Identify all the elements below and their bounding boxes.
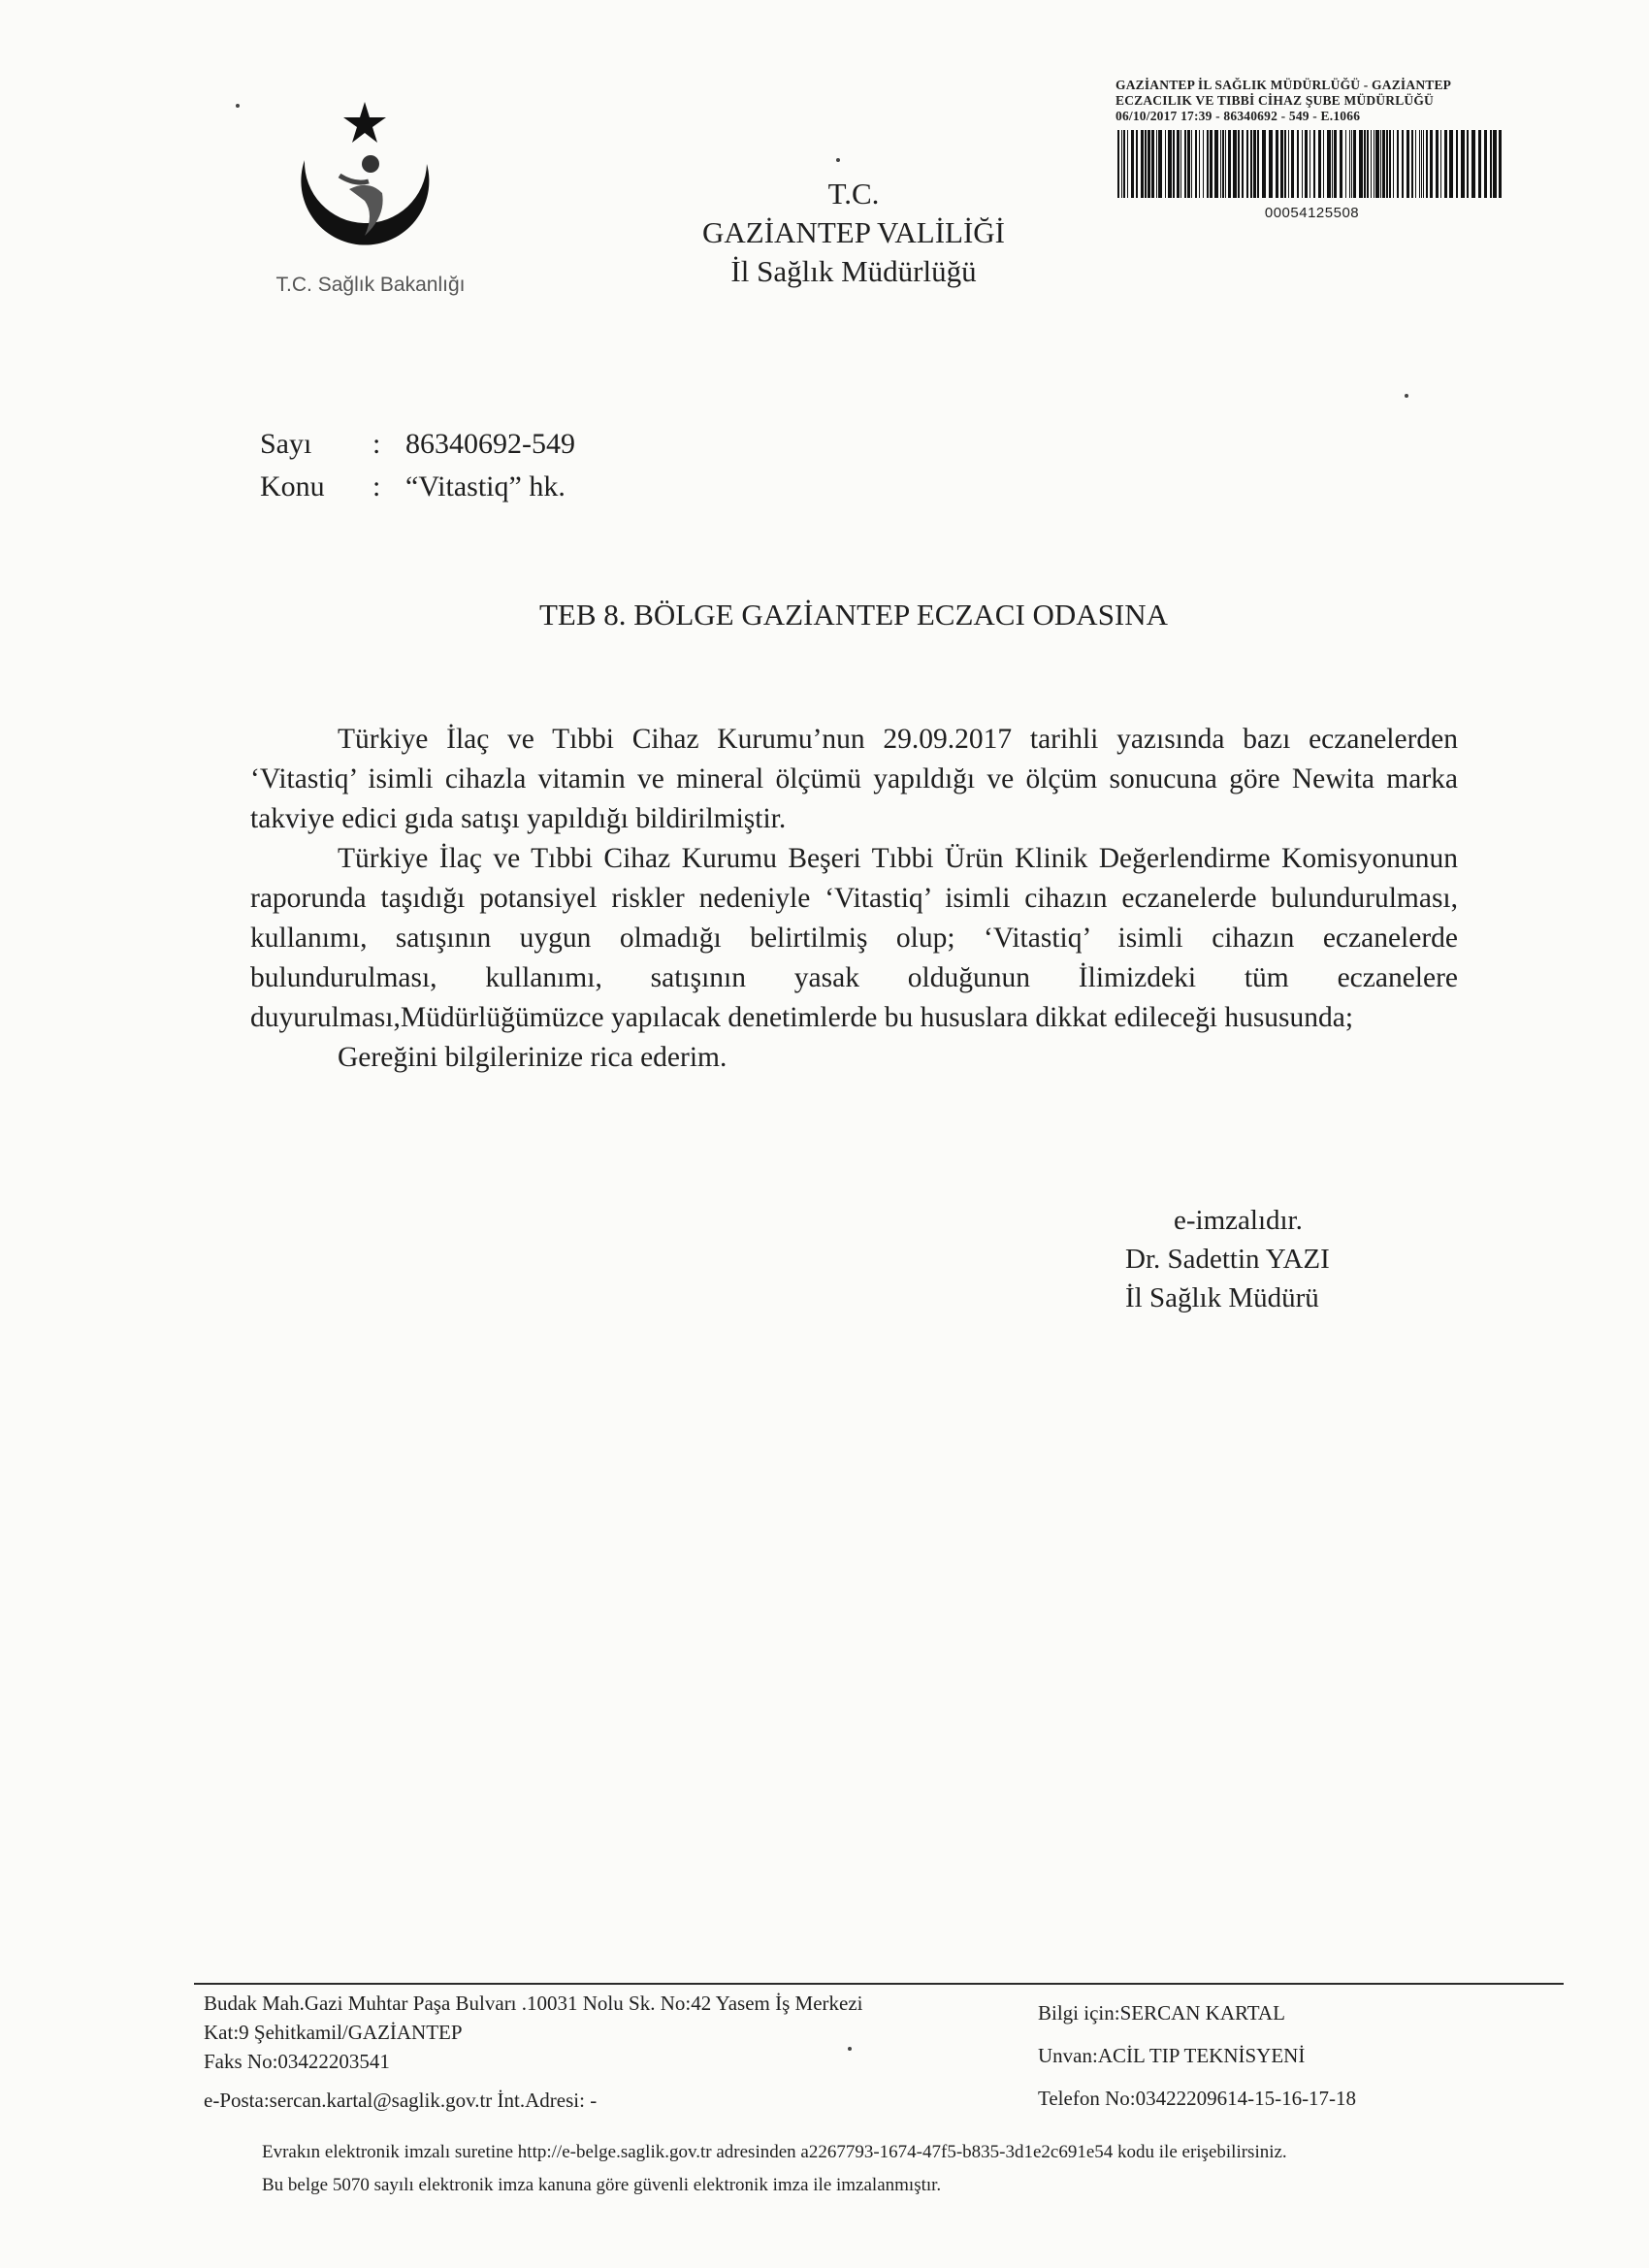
scan-speck (848, 2047, 852, 2051)
barcode-bar (1199, 130, 1200, 198)
meta-sayi-row (260, 423, 575, 466)
barcode-bar (1269, 130, 1273, 198)
barcode-bar (1423, 130, 1424, 198)
barcode-bar (1461, 130, 1465, 198)
barcode-bar (1449, 130, 1453, 198)
barcode-bar (1284, 130, 1286, 198)
barcode-bar (1297, 130, 1299, 198)
barcode-bar (1156, 130, 1157, 198)
barcode-bar (1203, 130, 1204, 198)
barcode-bar (1444, 130, 1447, 198)
barcode-bar (1332, 130, 1333, 198)
barcode-bar (1210, 130, 1212, 198)
barcode-bar (1411, 130, 1413, 198)
barcode-bar (1302, 130, 1303, 198)
barcode-bar (1415, 130, 1416, 198)
barcode-bar (1184, 130, 1186, 198)
signature-name: Dr. Sadettin YAZI (1125, 1244, 1330, 1275)
barcode-bar (1242, 130, 1244, 198)
footer-esignature-note: Bu belge 5070 sayılı elektronik imza kanuna göre güvenli elektronik imza ile imzalanmıştır. (262, 2175, 942, 2195)
barcode-bar (1367, 130, 1369, 198)
footer-email: e-Posta:sercan.kartal@saglik.gov.tr İnt.Adresi: - (204, 2089, 598, 2112)
barcode-bar (1250, 130, 1252, 198)
barcode-bar (1327, 130, 1331, 198)
barcode-bar (1228, 130, 1231, 198)
barcode-bar (1430, 130, 1433, 198)
barcode-bar (1222, 130, 1224, 198)
meta-colon: : (372, 470, 381, 502)
meta-konu-label: Konu (260, 470, 325, 502)
barcode-bar (1131, 130, 1134, 198)
barcode-bar (1484, 130, 1487, 198)
footer-address-1: Budak Mah.Gazi Muhtar Paşa Bulvarı .10031 Nolu Sk. No:42 Yasem İş Merkezi (204, 1992, 863, 2015)
barcode-bar (1467, 130, 1469, 198)
footer-contact-left (204, 1989, 1018, 2115)
ministry-of-health-crescent-star-icon (281, 92, 456, 276)
barcode-bar (1257, 130, 1259, 198)
barcode-bar (1402, 130, 1404, 198)
barcode-bar (1345, 130, 1346, 198)
barcode-bar (1233, 130, 1237, 198)
footer-fax: Faks No:03422203541 (204, 2050, 390, 2073)
barcode-bar (1380, 130, 1381, 198)
document-registry-stamp (1116, 78, 1533, 221)
barcode-bar (1351, 130, 1352, 198)
barcode-bar (1127, 130, 1128, 198)
barcode-bar (1262, 130, 1266, 198)
letter-header (621, 175, 1086, 291)
footer-address-2: Kat:9 Şehitkamil/GAZİANTEP (204, 2021, 463, 2044)
footer-divider (194, 1983, 1564, 1985)
footer-contact-right (1038, 1998, 1562, 2126)
signature-block (1125, 1201, 1330, 1317)
barcode-bar (1406, 130, 1409, 198)
body-paragraph-2: Türkiye İlaç ve Tıbbi Cihaz Kurumu Beşeri Tıbbi Ürün Klinik Değerlendirme Komisyonunun raporunda taşıdığı potansiyel riskler nedeniyle ‘Vitastiq’ isimli cihazın eczanelerde bulundurulması, kullanımı, satışının uygun olmadığı belirtilmiş olup; ‘Vitastiq’ isimli cihazın eczanelerde bulundurulması, kullanımı, satışının yasak olduğunun İlimizdeki tüm eczanelere duyurulması,Müdürlüğümüzce yapılacak denetimlerde bu hususlara dikkat edileceği hususunda; (250, 843, 1458, 1033)
barcode-icon (1116, 130, 1508, 198)
stamp-line-3: 06/10/2017 17:39 - 86340692 - 549 - E.1066 (1116, 109, 1361, 123)
barcode-bar (1246, 130, 1248, 198)
barcode-bar (1123, 130, 1125, 198)
barcode-bar (1136, 130, 1138, 198)
barcode-bar (1276, 130, 1278, 198)
footer-info: Bilgi için:SERCAN KARTAL (1038, 2001, 1285, 2025)
barcode-bar (1323, 130, 1324, 198)
barcode-bar (1187, 130, 1190, 198)
barcode-bar (1456, 130, 1458, 198)
barcode-bar (1419, 130, 1420, 198)
barcode-bar (1158, 130, 1162, 198)
barcode-bar (1207, 130, 1209, 198)
barcode-bar (1180, 130, 1181, 198)
letter-body (250, 720, 1458, 1078)
barcode-bar (1382, 130, 1385, 198)
barcode-bar (1238, 130, 1240, 198)
footer-title: Unvan:ACİL TIP TEKNİSYENİ (1038, 2044, 1306, 2067)
barcode-bar (1253, 130, 1256, 198)
barcode-bar (1478, 130, 1481, 198)
barcode-bar (1364, 130, 1366, 198)
barcode-bar (1145, 130, 1147, 198)
logo-caption: T.C. Sağlık Bakanlığı (275, 274, 466, 296)
barcode-bar (1117, 130, 1119, 198)
barcode-bar (1397, 130, 1399, 198)
barcode-bar (1440, 130, 1441, 198)
barcode-bar (1359, 130, 1363, 198)
barcode-bar (1288, 130, 1289, 198)
barcode-bar (1493, 130, 1497, 198)
footer-phone: Telefon No:03422209614-15-16-17-18 (1038, 2087, 1357, 2110)
meta-sayi-value: 86340692-549 (405, 428, 575, 460)
letter-recipient: TEB 8. BÖLGE GAZİANTEP ECZACI ODASINA (538, 598, 1169, 632)
barcode-bar (1177, 130, 1180, 198)
barcode-bar (1141, 130, 1144, 198)
barcode-bar (1436, 130, 1439, 198)
signature-e-signed: e-imzalıdır. (1174, 1205, 1303, 1236)
stamp-line-1: GAZİANTEP İL SAĞLIK MÜDÜRLÜĞÜ - GAZİANTEP (1116, 78, 1452, 92)
stamp-line-2: ECZACILIK VE TIBBİ CİHAZ ŞUBE MÜDÜRLÜĞÜ (1116, 93, 1434, 108)
barcode-bar (1471, 130, 1475, 198)
barcode-bar (1305, 130, 1308, 198)
body-paragraph-3: Gereğini bilgilerinize rica ederim. (338, 1042, 728, 1073)
barcode-bar (1389, 130, 1391, 198)
scan-speck (236, 104, 240, 108)
meta-konu-row (260, 466, 575, 508)
barcode-bar (1499, 130, 1502, 198)
barcode-bar (1371, 130, 1372, 198)
header-governorship: GAZİANTEP VALİLİĞİ (702, 215, 1005, 249)
barcode-bar (1490, 130, 1492, 198)
footer-notes (262, 2136, 1571, 2202)
barcode-bar (1173, 130, 1175, 198)
barcode-bar (1340, 130, 1342, 198)
barcode-bar (1165, 130, 1166, 198)
barcode-bar (1151, 130, 1154, 198)
barcode-bar (1386, 130, 1388, 198)
barcode-bar (1349, 130, 1350, 198)
barcode-bar (1280, 130, 1283, 198)
barcode-bar (1375, 130, 1379, 198)
body-paragraph-1: Türkiye İlaç ve Tıbbi Cihaz Kurumu’nun 29.09.2017 tarihli yazısında bazı eczanelerden ‘Vitastiq’ isimli cihazla vitamin ve mineral ölçümü yapıldığı ve ölçüm sonucuna göre Newita marka takviye edici gıda satışı yapıldığı bildirilmiştir. (250, 724, 1458, 834)
barcode-bar (1220, 130, 1221, 198)
barcode-bar (1195, 130, 1197, 198)
barcode-bar (1121, 130, 1122, 198)
barcode-bar (1426, 130, 1428, 198)
barcode-number: 00054125508 (1264, 205, 1360, 221)
barcode-bar (1393, 130, 1394, 198)
scan-speck (836, 158, 840, 162)
barcode-bar (1318, 130, 1321, 198)
meta-konu-value: “Vitastiq” hk. (405, 470, 566, 502)
signature-title: İl Sağlık Müdürü (1125, 1282, 1319, 1313)
scan-speck (1405, 394, 1408, 398)
meta-sayi-label: Sayı (260, 428, 312, 460)
header-tc: T.C. (827, 177, 880, 211)
barcode-bar (1421, 130, 1422, 198)
meta-colon: : (372, 428, 381, 460)
header-directorate: İl Sağlık Müdürlüğü (730, 254, 977, 288)
barcode-bar (1214, 130, 1218, 198)
barcode-bar (1191, 130, 1192, 198)
barcode-bar (1291, 130, 1294, 198)
letter-meta (260, 423, 575, 508)
barcode-bar (1168, 130, 1172, 198)
barcode-bar (1334, 130, 1337, 198)
footer-verification-note: Evrakın elektronik imzalı suretine http://e-belge.saglik.gov.tr adresinden a2267793-1674-47f5-b835-3d1e2c691e54 kodu ile erişebilirsiniz. (262, 2142, 1287, 2162)
barcode-bar (1148, 130, 1150, 198)
barcode-bar (1225, 130, 1226, 198)
barcode-bar (1313, 130, 1315, 198)
barcode-bar (1353, 130, 1356, 198)
